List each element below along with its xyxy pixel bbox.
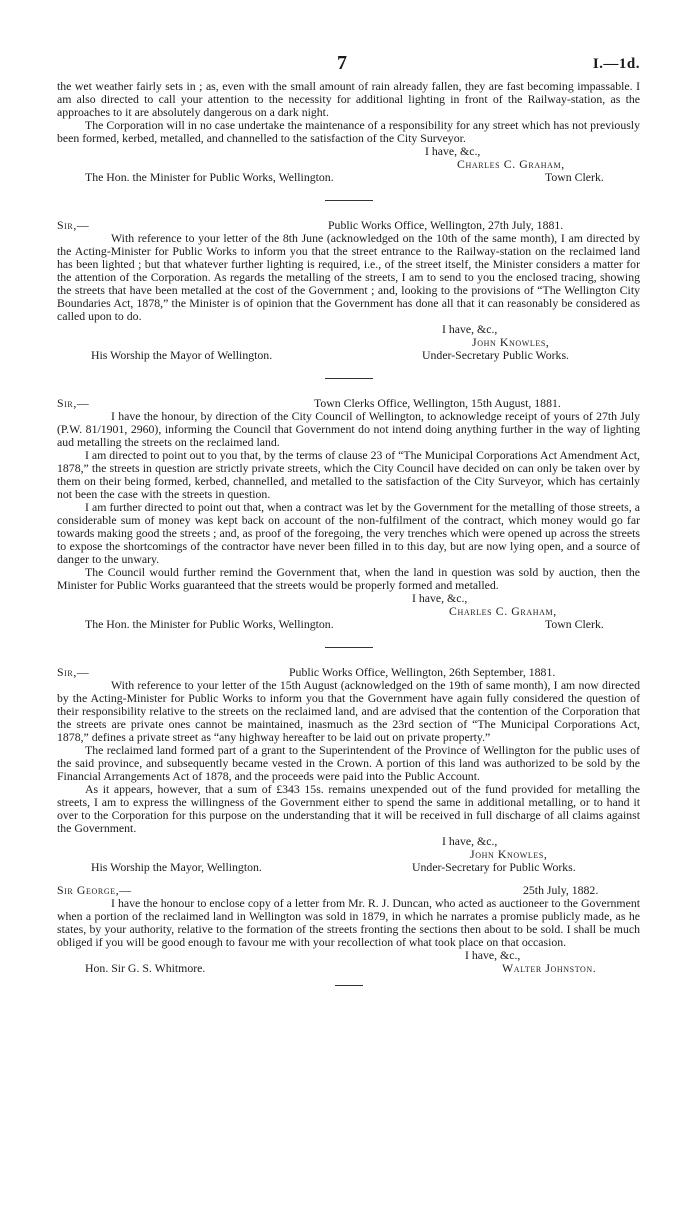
closing: I have, &c., — [425, 144, 481, 158]
page-number: 7 — [337, 52, 347, 74]
letter-continuation — [57, 80, 640, 184]
paragraph: I am further directed to point out that, when a contract was let by the Government for the metalling of those streets, a considerable sum of money was kept back on account of the non-fulfilment of the contract, which money would go far towards making good the streets ; and, as proof of the foregoing, the very trenches which were opened up across the streets to expose the shortcomings of the contractor have never been filled in to this day, but are now lying open, and a source of danger to the unwary. — [57, 500, 640, 566]
signatory: John Knowles, — [470, 847, 548, 861]
signatory-title: Under-Secretary Public Works. — [422, 348, 569, 362]
dateline: Public Works Office, Wellington, 27th July, 1881. — [328, 218, 564, 232]
end-divider — [335, 985, 363, 986]
dateline: 25th July, 1882. — [523, 883, 599, 897]
letter-26-september-1881 — [57, 666, 640, 874]
dateline: Public Works Office, Wellington, 26th September, 1881. — [289, 665, 556, 679]
addressee: His Worship the Mayor of Wellington. — [91, 348, 273, 362]
closing: I have, &c., — [442, 834, 498, 848]
closing: I have, &c., — [465, 948, 521, 962]
paragraph: The Council would further remind the Government that, when the land in question was sold by auction, then the Minister for Public Works guaranteed that the streets would be properly formed and metalled. — [57, 565, 640, 592]
signatory: Walter Johnston. — [502, 961, 597, 975]
addressee: His Worship the Mayor, Wellington. — [91, 860, 262, 874]
paragraph: the wet weather fairly sets in ; as, even with the small amount of rain already fallen, they are fast becoming impassable. I am also directed to call your attention to the necessity for additional lighting in front of the Railway-station, as the approaches to it are absolutely dangerous on a dark night. — [57, 79, 640, 119]
letter-25-july-1882 — [57, 884, 640, 975]
salutation: Sir,— — [57, 665, 90, 679]
addressee: The Hon. the Minister for Public Works, Wellington. — [85, 617, 334, 631]
signatory-title: Town Clerk. — [545, 170, 604, 184]
signatory-title: Town Clerk. — [545, 617, 604, 631]
paragraph: With reference to your letter of the 15th August (acknowledged on the 19th of same month), I am now directed by the Acting-Minister for Public Works to inform you that the Government have again fully considered the question of their responsibility relative to the streets on the reclaimed land, and are advised that the contention of the Corporation that the streets are private ones cannot be maintained, inasmuch as the 23rd section of “The Municipal Corporations Act, 1878,” defines a private street as “any highway hereafter to be laid out on private property.” — [57, 678, 640, 744]
salutation: Sir,— — [57, 218, 90, 232]
salutation: Sir George,— — [57, 883, 132, 897]
paragraph: I am directed to point out to you that, by the terms of clause 23 of “The Municipal Corporations Act Amendment Act, 1878,” the streets in question are strictly private streets, which the City Council have decided on can only be taken over by them on their being formed, kerbed, channelled, and metalled to the satisfaction of the City Surveyor, which has certainly not been the case with the streets in question. — [57, 448, 640, 501]
dateline: Town Clerks Office, Wellington, 15th August, 1881. — [314, 396, 561, 410]
addressee: Hon. Sir G. S. Whitmore. — [85, 961, 206, 975]
addressee: The Hon. the Minister for Public Works, Wellington. — [85, 170, 334, 184]
letter-15-august-1881 — [57, 397, 640, 631]
paragraph: I have the honour, by direction of the City Council of Wellington, to acknowledge receipt of yours of 27th July (P.W. 81/1901, 2960), informing the Council that Government do not intend doing anything further in the way of lighting aud metalling the streets on the reclaimed land. — [57, 409, 640, 449]
paragraph: The Corporation will in no case undertake the maintenance of a responsibility for any street which has not previously been formed, kerbed, metalled, and channelled to the satisfaction of the City Surveyor. — [57, 118, 640, 145]
signatory: Charles C. Graham, — [457, 157, 565, 171]
paper-identifier: I.—1d. — [592, 56, 640, 72]
paragraph: I have the honour to enclose copy of a letter from Mr. R. J. Duncan, who acted as auctioneer to the Government when a portion of the reclaimed land in Wellington was sold in 1879, in which he narrates a promise publicly made, as he states, by your authority, relative to the formation of the streets fronting the sections then about to be sold. I shall be much obliged if you will be good enough to favour me with your recollection of what took place on that occasion. — [57, 896, 640, 949]
letter-27-july-1881 — [57, 219, 640, 362]
closing: I have, &c., — [442, 322, 498, 336]
salutation: Sir,— — [57, 396, 90, 410]
document-page — [57, 52, 640, 986]
signatory: Charles C. Graham, — [449, 604, 557, 618]
paragraph: The reclaimed land formed part of a grant to the Superintendent of the Province of Wellington for the public uses of the said province, and subsequently became vested in the Crown. A portion of this land was authorized to be sold by the Financial Arrangements Act of 1878, and the proceeds were paid into the Public Account. — [57, 743, 640, 783]
signatory-title: Under-Secretary for Public Works. — [412, 860, 576, 874]
page-header — [57, 52, 640, 80]
paragraph: As it appears, however, that a sum of £343 15s. remains unexpended out of the fund provided for metalling the streets, I am to express the willingness of the Government either to spend the same in additional metalling, or to hand it over to the Corporation for this purpose on the understanding that it will be received in full discharge of all claims against the Government. — [57, 782, 640, 835]
closing: I have, &c., — [412, 591, 468, 605]
paragraph: With reference to your letter of the 8th June (acknowledged on the 10th of the same month), I am directed by the Acting-Minister for Public Works to inform you that the street entrance to the Railway-station on the reclaimed land has been lighted ; but that whatever further lighting is required, i.e., of the street itself, the Minister considers a matter for the attention of the Corporation. As regards the metalling of the streets, I am to send to you the enclosed tracing, showing the streets that have been metalled at the cost of the Government ; and, looking to the provisions of “The Wellington City Boundaries Act, 1878,” the Minister is of opinion that the Government has done all that it can reasonably be considered as called upon to do. — [57, 231, 640, 323]
signatory: John Knowles, — [472, 335, 550, 349]
